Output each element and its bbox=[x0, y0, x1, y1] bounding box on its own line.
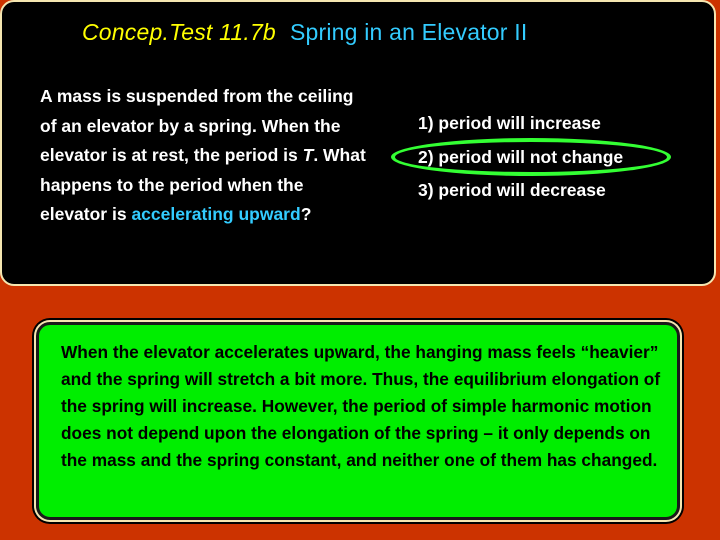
period-symbol: T bbox=[302, 145, 314, 165]
topic-title: Spring in an Elevator II bbox=[289, 19, 528, 45]
concept-test-label: Concep.Test 11.7b bbox=[82, 19, 276, 45]
correct-answer-ring bbox=[391, 138, 671, 176]
explanation-text: When the elevator accelerates upward, the hanging mass feels “heavier” and the spring will stretch a bit more. Thus, the equilibrium elongation of the spring will increase. However, the period of simple harmonic motion does not depend upon the elongation of the spring – it only depends on the mass and the spring constant, and neither one of them has changed. bbox=[61, 342, 661, 470]
choice-item[interactable]: 1) period will increase bbox=[418, 113, 601, 133]
choice-item[interactable]: 2) period will not change bbox=[418, 146, 624, 167]
question-highlight: accelerating upward bbox=[131, 204, 301, 224]
question-middle: . What happens to the period when the elevator is bbox=[40, 145, 366, 224]
question-text bbox=[40, 82, 370, 230]
explanation-box bbox=[36, 322, 680, 520]
choice-item[interactable]: 3) period will decrease bbox=[418, 180, 606, 200]
slide-title bbox=[82, 19, 527, 46]
question-end: ? bbox=[300, 204, 312, 224]
question-intro: A mass is suspended from the ceiling of an elevator by a spring. When the elevator is at rest, the period is bbox=[40, 86, 354, 165]
